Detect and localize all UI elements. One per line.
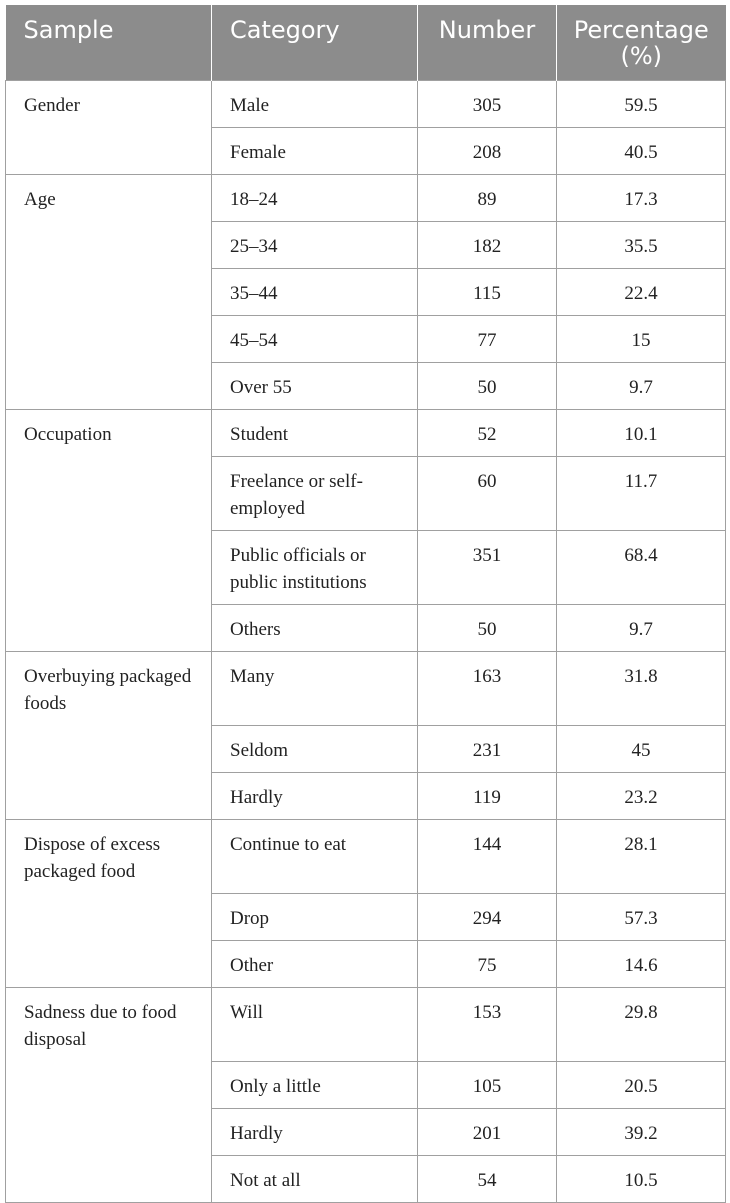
number-cell: 231 [418,726,557,773]
table-row [6,175,726,222]
number-cell: 75 [418,941,557,988]
header-category: Category [212,5,418,81]
table-row [6,410,726,457]
number-cell: 115 [418,269,557,316]
category-cell: Hardly [212,773,418,820]
sample-cell: Overbuying packaged foods [6,652,212,820]
header-percentage: Percentage (%) [557,5,726,81]
percentage-cell: 14.6 [557,941,726,988]
number-cell: 208 [418,128,557,175]
category-cell: Female [212,128,418,175]
number-cell: 50 [418,605,557,652]
table-body [6,81,726,1203]
table-row [6,820,726,894]
number-cell: 294 [418,894,557,941]
number-cell: 153 [418,988,557,1062]
number-cell: 201 [418,1109,557,1156]
category-cell: Others [212,605,418,652]
header-sample: Sample [6,5,212,81]
category-cell: Continue to eat [212,820,418,894]
header-number: Number [418,5,557,81]
percentage-cell: 22.4 [557,269,726,316]
category-cell: 18–24 [212,175,418,222]
category-cell: Male [212,81,418,128]
category-cell: Seldom [212,726,418,773]
percentage-cell: 17.3 [557,175,726,222]
category-cell: 35–44 [212,269,418,316]
header-row [6,5,726,81]
percentage-cell: 15 [557,316,726,363]
percentage-cell: 10.5 [557,1156,726,1203]
number-cell: 144 [418,820,557,894]
table-row [6,652,726,726]
number-cell: 60 [418,457,557,531]
category-cell: Student [212,410,418,457]
percentage-cell: 59.5 [557,81,726,128]
number-cell: 89 [418,175,557,222]
category-cell: Not at all [212,1156,418,1203]
category-cell: Will [212,988,418,1062]
category-cell: Over 55 [212,363,418,410]
category-cell: Many [212,652,418,726]
sample-cell: Gender [6,81,212,175]
percentage-cell: 20.5 [557,1062,726,1109]
table-row [6,988,726,1062]
demographics-table [5,5,726,1203]
sample-cell: Age [6,175,212,410]
percentage-cell: 39.2 [557,1109,726,1156]
percentage-cell: 29.8 [557,988,726,1062]
category-cell: Hardly [212,1109,418,1156]
number-cell: 163 [418,652,557,726]
percentage-cell: 35.5 [557,222,726,269]
number-cell: 351 [418,531,557,605]
number-cell: 50 [418,363,557,410]
category-cell: Drop [212,894,418,941]
table-header [6,5,726,81]
percentage-cell: 10.1 [557,410,726,457]
number-cell: 52 [418,410,557,457]
percentage-cell: 9.7 [557,363,726,410]
category-cell: Public officials or public institutions [212,531,418,605]
sample-cell: Occupation [6,410,212,652]
number-cell: 105 [418,1062,557,1109]
number-cell: 182 [418,222,557,269]
percentage-cell: 9.7 [557,605,726,652]
number-cell: 77 [418,316,557,363]
percentage-cell: 31.8 [557,652,726,726]
category-cell: 25–34 [212,222,418,269]
table-row [6,81,726,128]
percentage-cell: 40.5 [557,128,726,175]
header-percentage-unit: (%) [620,42,663,70]
sample-cell: Sadness due to food disposal [6,988,212,1203]
percentage-cell: 28.1 [557,820,726,894]
category-cell: Other [212,941,418,988]
percentage-cell: 45 [557,726,726,773]
percentage-cell: 57.3 [557,894,726,941]
category-cell: Freelance or self-employed [212,457,418,531]
percentage-cell: 68.4 [557,531,726,605]
category-cell: 45–54 [212,316,418,363]
category-cell: Only a little [212,1062,418,1109]
percentage-cell: 23.2 [557,773,726,820]
number-cell: 54 [418,1156,557,1203]
number-cell: 305 [418,81,557,128]
percentage-cell: 11.7 [557,457,726,531]
number-cell: 119 [418,773,557,820]
sample-cell: Dispose of excess packaged food [6,820,212,988]
